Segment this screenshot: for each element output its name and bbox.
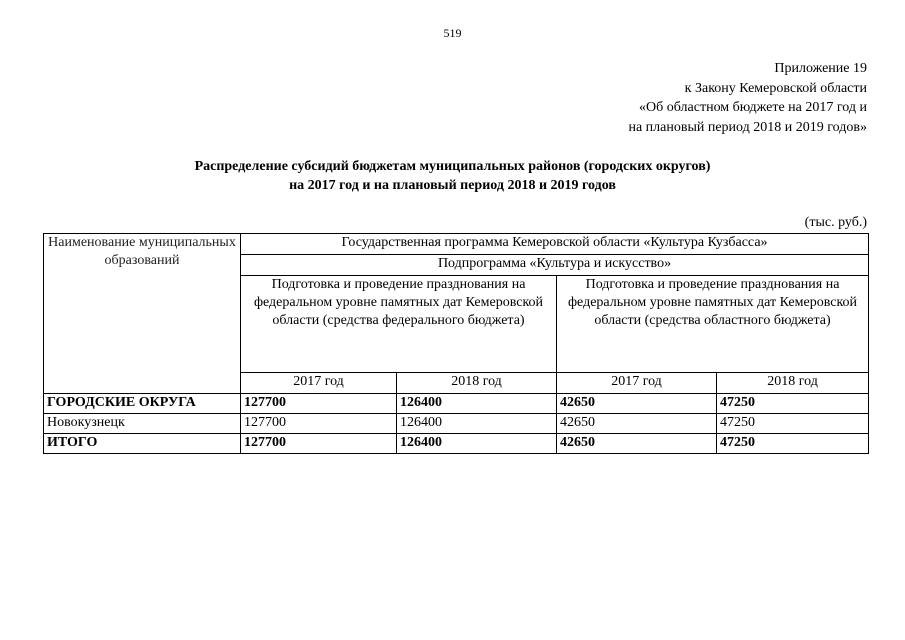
appendix-line: «Об областном бюджете на 2017 год и (639, 100, 867, 115)
header-group-federal: Подготовка и проведение празднования на федеральном уровне памятных дат Кемеровской области (средства федерального бюджета) (241, 276, 557, 373)
header-group-regional: Подготовка и проведение празднования на федеральном уровне памятных дат Кемеровской области (средства областного бюджета) (557, 276, 869, 373)
row-value: 42650 (557, 434, 717, 454)
header-program: Государственная программа Кемеровской области «Культура Кузбасса» (241, 234, 869, 255)
row-value: 126400 (397, 434, 557, 454)
header-year: 2017 год (557, 373, 717, 394)
units-label: (тыс. руб.) (804, 215, 867, 230)
header-year: 2018 год (717, 373, 869, 394)
table-row (44, 394, 869, 414)
header-subprogram: Подпрограмма «Культура и искусство» (241, 255, 869, 276)
subsidy-table (43, 233, 869, 454)
table-header-row (44, 234, 869, 255)
appendix-line: на плановый период 2018 и 2019 годов» (628, 119, 867, 135)
row-value: 127700 (241, 394, 397, 414)
row-value: 127700 (241, 414, 397, 434)
row-name: ГОРОДСКИЕ ОКРУГА (44, 394, 241, 414)
row-value: 47250 (717, 394, 869, 414)
row-name: Новокузнецк (44, 414, 241, 434)
row-value: 47250 (717, 414, 869, 434)
appendix-reference (628, 59, 867, 137)
row-value: 42650 (557, 394, 717, 414)
row-value: 127700 (241, 434, 397, 454)
row-value: 126400 (397, 414, 557, 434)
table-row (44, 434, 869, 454)
row-value: 42650 (557, 414, 717, 434)
header-year: 2017 год (241, 373, 397, 394)
header-year: 2018 год (397, 373, 557, 394)
row-value: 47250 (717, 434, 869, 454)
appendix-line: Приложение 19 (774, 61, 867, 76)
header-municipality-name: Наименование муниципальных образований (44, 234, 241, 394)
appendix-line: к Закону Кемеровской области (684, 80, 867, 96)
document-title (0, 157, 905, 195)
table-row (44, 414, 869, 434)
page-number: 519 (443, 26, 462, 40)
row-value: 126400 (397, 394, 557, 414)
title-line-1: Распределение субсидий бюджетам муниципальных районов (городских округов) (194, 159, 711, 174)
row-name: ИТОГО (44, 434, 241, 454)
title-line-2: на 2017 год и на плановый период 2018 и 2019 годов (289, 178, 616, 193)
